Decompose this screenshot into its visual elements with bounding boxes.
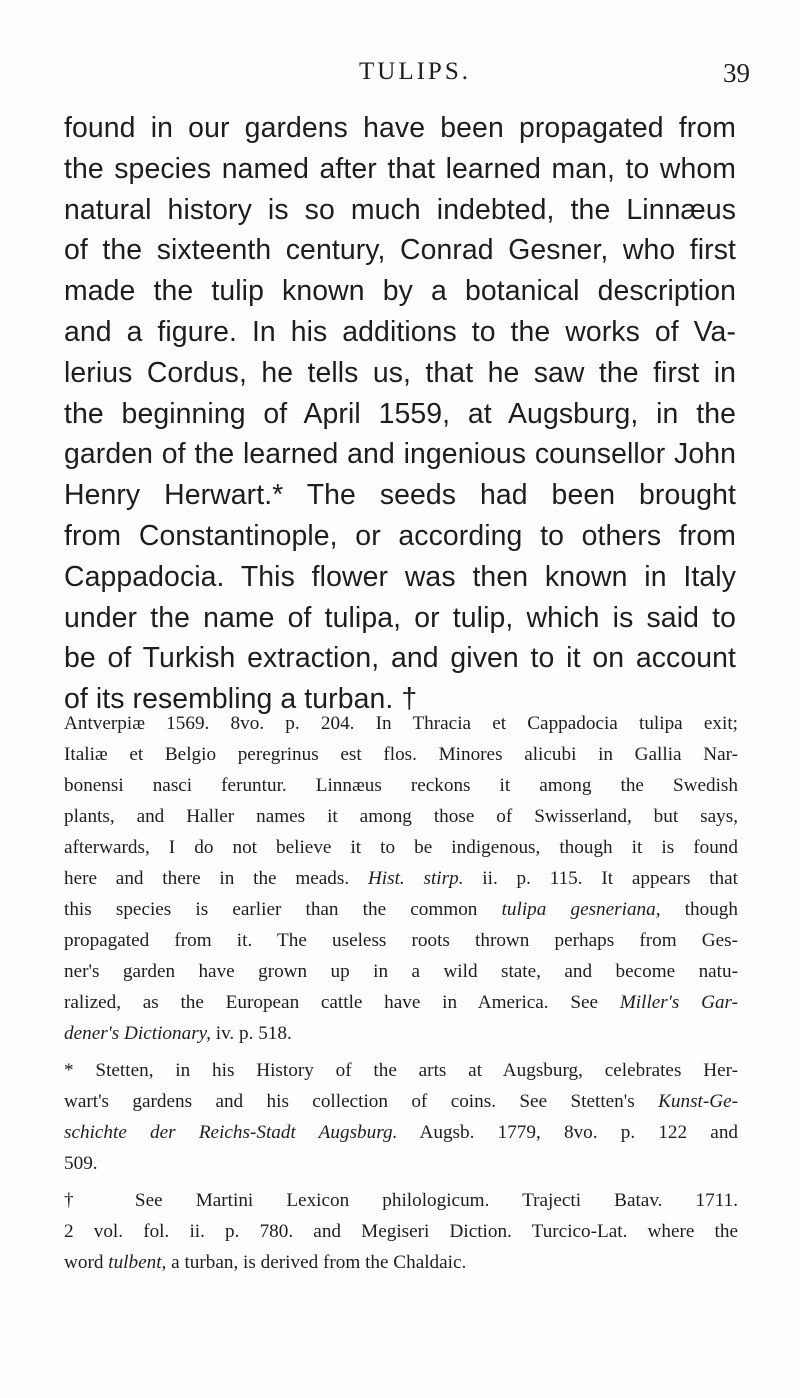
footnote-line: [64, 1117, 738, 1148]
page-number: 39: [723, 58, 750, 88]
footnote-citation: tulipa gesneriana,: [501, 899, 661, 920]
footnote-continued: [64, 708, 738, 1049]
footnote-text: iv. p. 518.: [210, 1023, 292, 1044]
running-title: TULIPS.: [359, 58, 471, 85]
footnote-text: this species is earlier than the common: [64, 899, 478, 920]
footnote-line: ner's garden have grown up in a wild state, and become natu-: [64, 961, 738, 982]
footnote-line: Antverpiæ 1569. 8vo. p. 204. In Thracia et Cappadocia tulipa exit;: [64, 713, 738, 734]
footnote-line: [64, 863, 738, 894]
footnote-citation: tulbent,: [108, 1252, 167, 1273]
text-line: made the tulip known by a botanical description: [64, 275, 736, 308]
footnote-text: word: [64, 1252, 104, 1273]
footnote-line: [64, 894, 738, 925]
footnote-citation: schichte der Reichs-Stadt Augsburg.: [64, 1122, 398, 1143]
text-line: of the sixteenth century, Conrad Gesner, who first: [64, 234, 736, 267]
footnote-text: Augsb. 1779, 8vo. p. 122 and: [397, 1122, 739, 1143]
text-line: Henry Herwart.* The seeds had been brought: [64, 479, 736, 512]
text-line: natural history is so much indebted, the Linnæus: [64, 193, 736, 226]
footnote-line: * Stetten, in his History of the arts at Augsburg, celebrates Her-: [64, 1060, 738, 1081]
text-line: be of Turkish extraction, and given to it on account: [64, 642, 736, 675]
footnote-line: Italiæ et Belgio peregrinus est flos. Minores alicubi in Gallia Nar-: [64, 744, 738, 765]
text-line: found in our gardens have been propagated from: [64, 112, 736, 144]
footnote-text: here and there in the meads.: [64, 868, 350, 889]
footnote-line: † See Martini Lexicon philologicum. Trajecti Batav. 1711.: [64, 1190, 738, 1211]
footnote-line: 509.: [64, 1153, 98, 1174]
text-line: the species named after that learned man, to whom: [64, 152, 736, 185]
footnote-citation: Miller's Gar-: [619, 992, 739, 1013]
text-line: lerius Cordus, he tells us, that he saw the first in: [64, 356, 736, 389]
text-line: Cappadocia. This flower was then known in Italy: [64, 560, 736, 593]
footnote-dagger: [64, 1185, 738, 1278]
text-line: garden of the learned and ingenious counsellor John: [64, 438, 736, 471]
footnote-citation: Hist. stirp.: [367, 868, 464, 889]
text-line: the beginning of April 1559, at Augsburg, in the: [64, 397, 736, 430]
running-head: [80, 58, 750, 98]
text-line: and a figure. In his additions to the works of Va-: [64, 315, 736, 348]
footnote-text: ralized, as the European cattle have in America. See: [64, 992, 599, 1013]
footnote-text: wart's gardens and his collection of coins. See Stetten's: [64, 1091, 635, 1112]
footnote-star: [64, 1055, 738, 1179]
footnote-line: afterwards, I do not believe it to be indigenous, though it is found: [64, 837, 738, 858]
footnote-line: [64, 1018, 738, 1049]
footnote-citation: dener's Dictionary,: [64, 1023, 211, 1044]
footnote-text: a turban, is derived from the Chaldaic.: [166, 1252, 467, 1273]
footnote-line: bonensi nasci feruntur. Linnæus reckons it among the Swedish: [64, 775, 738, 796]
footnote-line: 2 vol. fol. ii. p. 780. and Megiseri Diction. Turcico-Lat. where the: [64, 1221, 738, 1242]
footnote-line: propagated from it. The useless roots thrown perhaps from Ges-: [64, 930, 738, 951]
text-line: of its resembling a turban. †: [64, 683, 418, 716]
footnote-line: [64, 1247, 738, 1278]
footnote-citation: Kunst-Ge-: [658, 1091, 739, 1112]
footnote-line: plants, and Haller names it among those of Swisserland, but says,: [64, 806, 738, 827]
main-text: [64, 108, 736, 720]
text-line: under the name of tulipa, or tulip, which is said to: [64, 601, 736, 634]
text-line: from Constantinople, or according to others from: [64, 519, 736, 552]
footnote-line: [64, 1086, 738, 1117]
footnotes: [64, 708, 738, 1278]
footnote-text: ii. p. 115. It appears that: [463, 868, 738, 889]
footnote-line: [64, 987, 738, 1018]
footnote-text: though: [660, 899, 738, 920]
